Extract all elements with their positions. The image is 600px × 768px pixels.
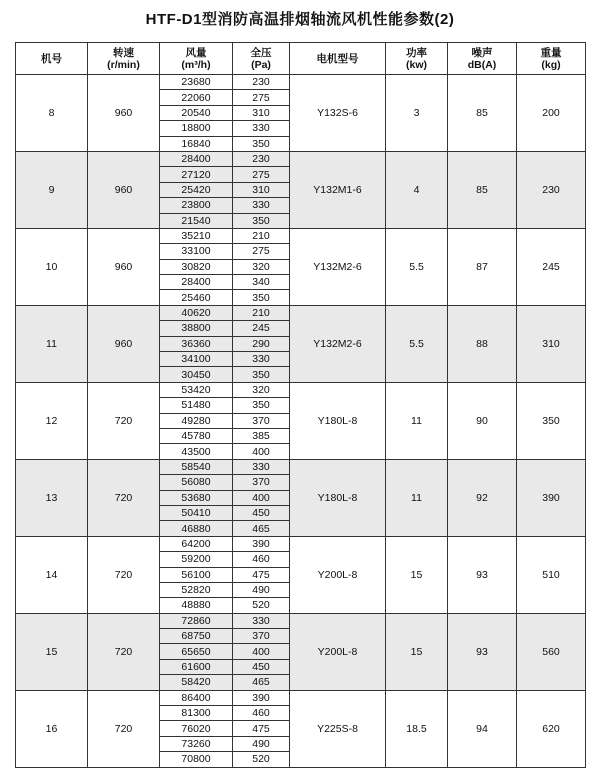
motor-cell: Y132S-6 xyxy=(290,75,386,152)
airflow-cell: 18800 xyxy=(160,121,233,136)
pressure-cell: 230 xyxy=(233,151,290,166)
pressure-cell: 350 xyxy=(233,398,290,413)
airflow-cell: 48880 xyxy=(160,598,233,613)
speed-cell: 960 xyxy=(88,75,160,152)
table-row xyxy=(16,382,586,397)
pressure-cell: 450 xyxy=(233,505,290,520)
model-cell: 13 xyxy=(16,459,88,536)
airflow-cell: 40620 xyxy=(160,305,233,320)
table-row xyxy=(16,151,586,166)
header-weight: 重量 (kg) xyxy=(517,43,586,75)
weight-cell: 200 xyxy=(517,75,586,152)
power-cell: 15 xyxy=(386,536,448,613)
pressure-cell: 350 xyxy=(233,136,290,151)
model-cell: 15 xyxy=(16,613,88,690)
airflow-cell: 76020 xyxy=(160,721,233,736)
table-row xyxy=(16,75,586,90)
weight-cell: 350 xyxy=(517,382,586,459)
pressure-cell: 350 xyxy=(233,290,290,305)
noise-cell: 93 xyxy=(448,536,517,613)
performance-table xyxy=(15,42,586,768)
airflow-cell: 65650 xyxy=(160,644,233,659)
noise-cell: 94 xyxy=(448,690,517,767)
weight-cell: 510 xyxy=(517,536,586,613)
airflow-cell: 46880 xyxy=(160,521,233,536)
pressure-cell: 230 xyxy=(233,75,290,90)
speed-cell: 960 xyxy=(88,228,160,305)
airflow-cell: 30820 xyxy=(160,259,233,274)
motor-cell: Y200L-8 xyxy=(290,536,386,613)
power-cell: 5.5 xyxy=(386,228,448,305)
header-row xyxy=(16,43,586,75)
airflow-cell: 36360 xyxy=(160,336,233,351)
motor-cell: Y200L-8 xyxy=(290,613,386,690)
airflow-cell: 59200 xyxy=(160,552,233,567)
weight-cell: 230 xyxy=(517,151,586,228)
noise-cell: 90 xyxy=(448,382,517,459)
pressure-cell: 465 xyxy=(233,521,290,536)
pressure-cell: 450 xyxy=(233,659,290,674)
airflow-cell: 61600 xyxy=(160,659,233,674)
airflow-cell: 52820 xyxy=(160,582,233,597)
speed-cell: 720 xyxy=(88,536,160,613)
pressure-cell: 210 xyxy=(233,305,290,320)
airflow-cell: 58540 xyxy=(160,459,233,474)
airflow-cell: 27120 xyxy=(160,167,233,182)
airflow-cell: 22060 xyxy=(160,90,233,105)
airflow-cell: 23680 xyxy=(160,75,233,90)
speed-cell: 960 xyxy=(88,305,160,382)
model-cell: 14 xyxy=(16,536,88,613)
airflow-cell: 53680 xyxy=(160,490,233,505)
motor-cell: Y132M2-6 xyxy=(290,228,386,305)
pressure-cell: 520 xyxy=(233,752,290,767)
airflow-cell: 28400 xyxy=(160,151,233,166)
speed-cell: 720 xyxy=(88,459,160,536)
speed-cell: 720 xyxy=(88,690,160,767)
table-body xyxy=(16,75,586,768)
table-row xyxy=(16,305,586,320)
pressure-cell: 290 xyxy=(233,336,290,351)
motor-cell: Y132M2-6 xyxy=(290,305,386,382)
airflow-cell: 50410 xyxy=(160,505,233,520)
pressure-cell: 310 xyxy=(233,182,290,197)
power-cell: 5.5 xyxy=(386,305,448,382)
pressure-cell: 490 xyxy=(233,736,290,751)
weight-cell: 560 xyxy=(517,613,586,690)
header-motor: 电机型号 xyxy=(290,43,386,75)
header-noise: 噪声 dB(A) xyxy=(448,43,517,75)
pressure-cell: 400 xyxy=(233,444,290,459)
pressure-cell: 275 xyxy=(233,90,290,105)
weight-cell: 620 xyxy=(517,690,586,767)
noise-cell: 87 xyxy=(448,228,517,305)
power-cell: 11 xyxy=(386,459,448,536)
pressure-cell: 460 xyxy=(233,552,290,567)
table-row xyxy=(16,690,586,705)
airflow-cell: 25460 xyxy=(160,290,233,305)
pressure-cell: 350 xyxy=(233,213,290,228)
pressure-cell: 475 xyxy=(233,567,290,582)
pressure-cell: 210 xyxy=(233,228,290,243)
airflow-cell: 49280 xyxy=(160,413,233,428)
motor-cell: Y132M1-6 xyxy=(290,151,386,228)
table-row xyxy=(16,613,586,628)
model-cell: 10 xyxy=(16,228,88,305)
power-cell: 4 xyxy=(386,151,448,228)
airflow-cell: 86400 xyxy=(160,690,233,705)
pressure-cell: 390 xyxy=(233,690,290,705)
airflow-cell: 72860 xyxy=(160,613,233,628)
airflow-cell: 73260 xyxy=(160,736,233,751)
airflow-cell: 35210 xyxy=(160,228,233,243)
header-speed: 转速 (r/min) xyxy=(88,43,160,75)
pressure-cell: 310 xyxy=(233,105,290,120)
airflow-cell: 20540 xyxy=(160,105,233,120)
table-row xyxy=(16,536,586,551)
airflow-cell: 23800 xyxy=(160,198,233,213)
airflow-cell: 16840 xyxy=(160,136,233,151)
airflow-cell: 45780 xyxy=(160,428,233,443)
pressure-cell: 370 xyxy=(233,475,290,490)
table-row xyxy=(16,459,586,474)
pressure-cell: 460 xyxy=(233,706,290,721)
model-cell: 8 xyxy=(16,75,88,152)
model-cell: 16 xyxy=(16,690,88,767)
pressure-cell: 275 xyxy=(233,167,290,182)
weight-cell: 245 xyxy=(517,228,586,305)
airflow-cell: 30450 xyxy=(160,367,233,382)
pressure-cell: 475 xyxy=(233,721,290,736)
pressure-cell: 340 xyxy=(233,275,290,290)
speed-cell: 720 xyxy=(88,613,160,690)
pressure-cell: 370 xyxy=(233,629,290,644)
table-row xyxy=(16,228,586,243)
airflow-cell: 25420 xyxy=(160,182,233,197)
noise-cell: 85 xyxy=(448,151,517,228)
header-power: 功率 (kw) xyxy=(386,43,448,75)
airflow-cell: 68750 xyxy=(160,629,233,644)
airflow-cell: 81300 xyxy=(160,706,233,721)
model-cell: 11 xyxy=(16,305,88,382)
power-cell: 15 xyxy=(386,613,448,690)
airflow-cell: 58420 xyxy=(160,675,233,690)
speed-cell: 960 xyxy=(88,151,160,228)
airflow-cell: 56080 xyxy=(160,475,233,490)
pressure-cell: 330 xyxy=(233,121,290,136)
airflow-cell: 56100 xyxy=(160,567,233,582)
pressure-cell: 390 xyxy=(233,536,290,551)
weight-cell: 310 xyxy=(517,305,586,382)
pressure-cell: 320 xyxy=(233,259,290,274)
pressure-cell: 490 xyxy=(233,582,290,597)
airflow-cell: 70800 xyxy=(160,752,233,767)
airflow-cell: 43500 xyxy=(160,444,233,459)
header-airflow: 风量 (m³/h) xyxy=(160,43,233,75)
noise-cell: 92 xyxy=(448,459,517,536)
pressure-cell: 330 xyxy=(233,352,290,367)
airflow-cell: 38800 xyxy=(160,321,233,336)
airflow-cell: 34100 xyxy=(160,352,233,367)
pressure-cell: 320 xyxy=(233,382,290,397)
airflow-cell: 53420 xyxy=(160,382,233,397)
pressure-cell: 350 xyxy=(233,367,290,382)
speed-cell: 720 xyxy=(88,382,160,459)
airflow-cell: 64200 xyxy=(160,536,233,551)
model-cell: 9 xyxy=(16,151,88,228)
noise-cell: 85 xyxy=(448,75,517,152)
pressure-cell: 400 xyxy=(233,490,290,505)
pressure-cell: 330 xyxy=(233,459,290,474)
power-cell: 18.5 xyxy=(386,690,448,767)
motor-cell: Y180L-8 xyxy=(290,459,386,536)
motor-cell: Y180L-8 xyxy=(290,382,386,459)
pressure-cell: 400 xyxy=(233,644,290,659)
pressure-cell: 275 xyxy=(233,244,290,259)
airflow-cell: 33100 xyxy=(160,244,233,259)
pressure-cell: 370 xyxy=(233,413,290,428)
airflow-cell: 51480 xyxy=(160,398,233,413)
weight-cell: 390 xyxy=(517,459,586,536)
airflow-cell: 21540 xyxy=(160,213,233,228)
pressure-cell: 465 xyxy=(233,675,290,690)
header-model: 机号 xyxy=(16,43,88,75)
noise-cell: 88 xyxy=(448,305,517,382)
power-cell: 3 xyxy=(386,75,448,152)
pressure-cell: 330 xyxy=(233,198,290,213)
airflow-cell: 28400 xyxy=(160,275,233,290)
model-cell: 12 xyxy=(16,382,88,459)
pressure-cell: 385 xyxy=(233,428,290,443)
pressure-cell: 245 xyxy=(233,321,290,336)
power-cell: 11 xyxy=(386,382,448,459)
motor-cell: Y225S-8 xyxy=(290,690,386,767)
pressure-cell: 330 xyxy=(233,613,290,628)
page-title: HTF-D1型消防高温排烟轴流风机性能参数(2) xyxy=(145,11,455,28)
pressure-cell: 520 xyxy=(233,598,290,613)
header-pressure: 全压 (Pa) xyxy=(233,43,290,75)
noise-cell: 93 xyxy=(448,613,517,690)
